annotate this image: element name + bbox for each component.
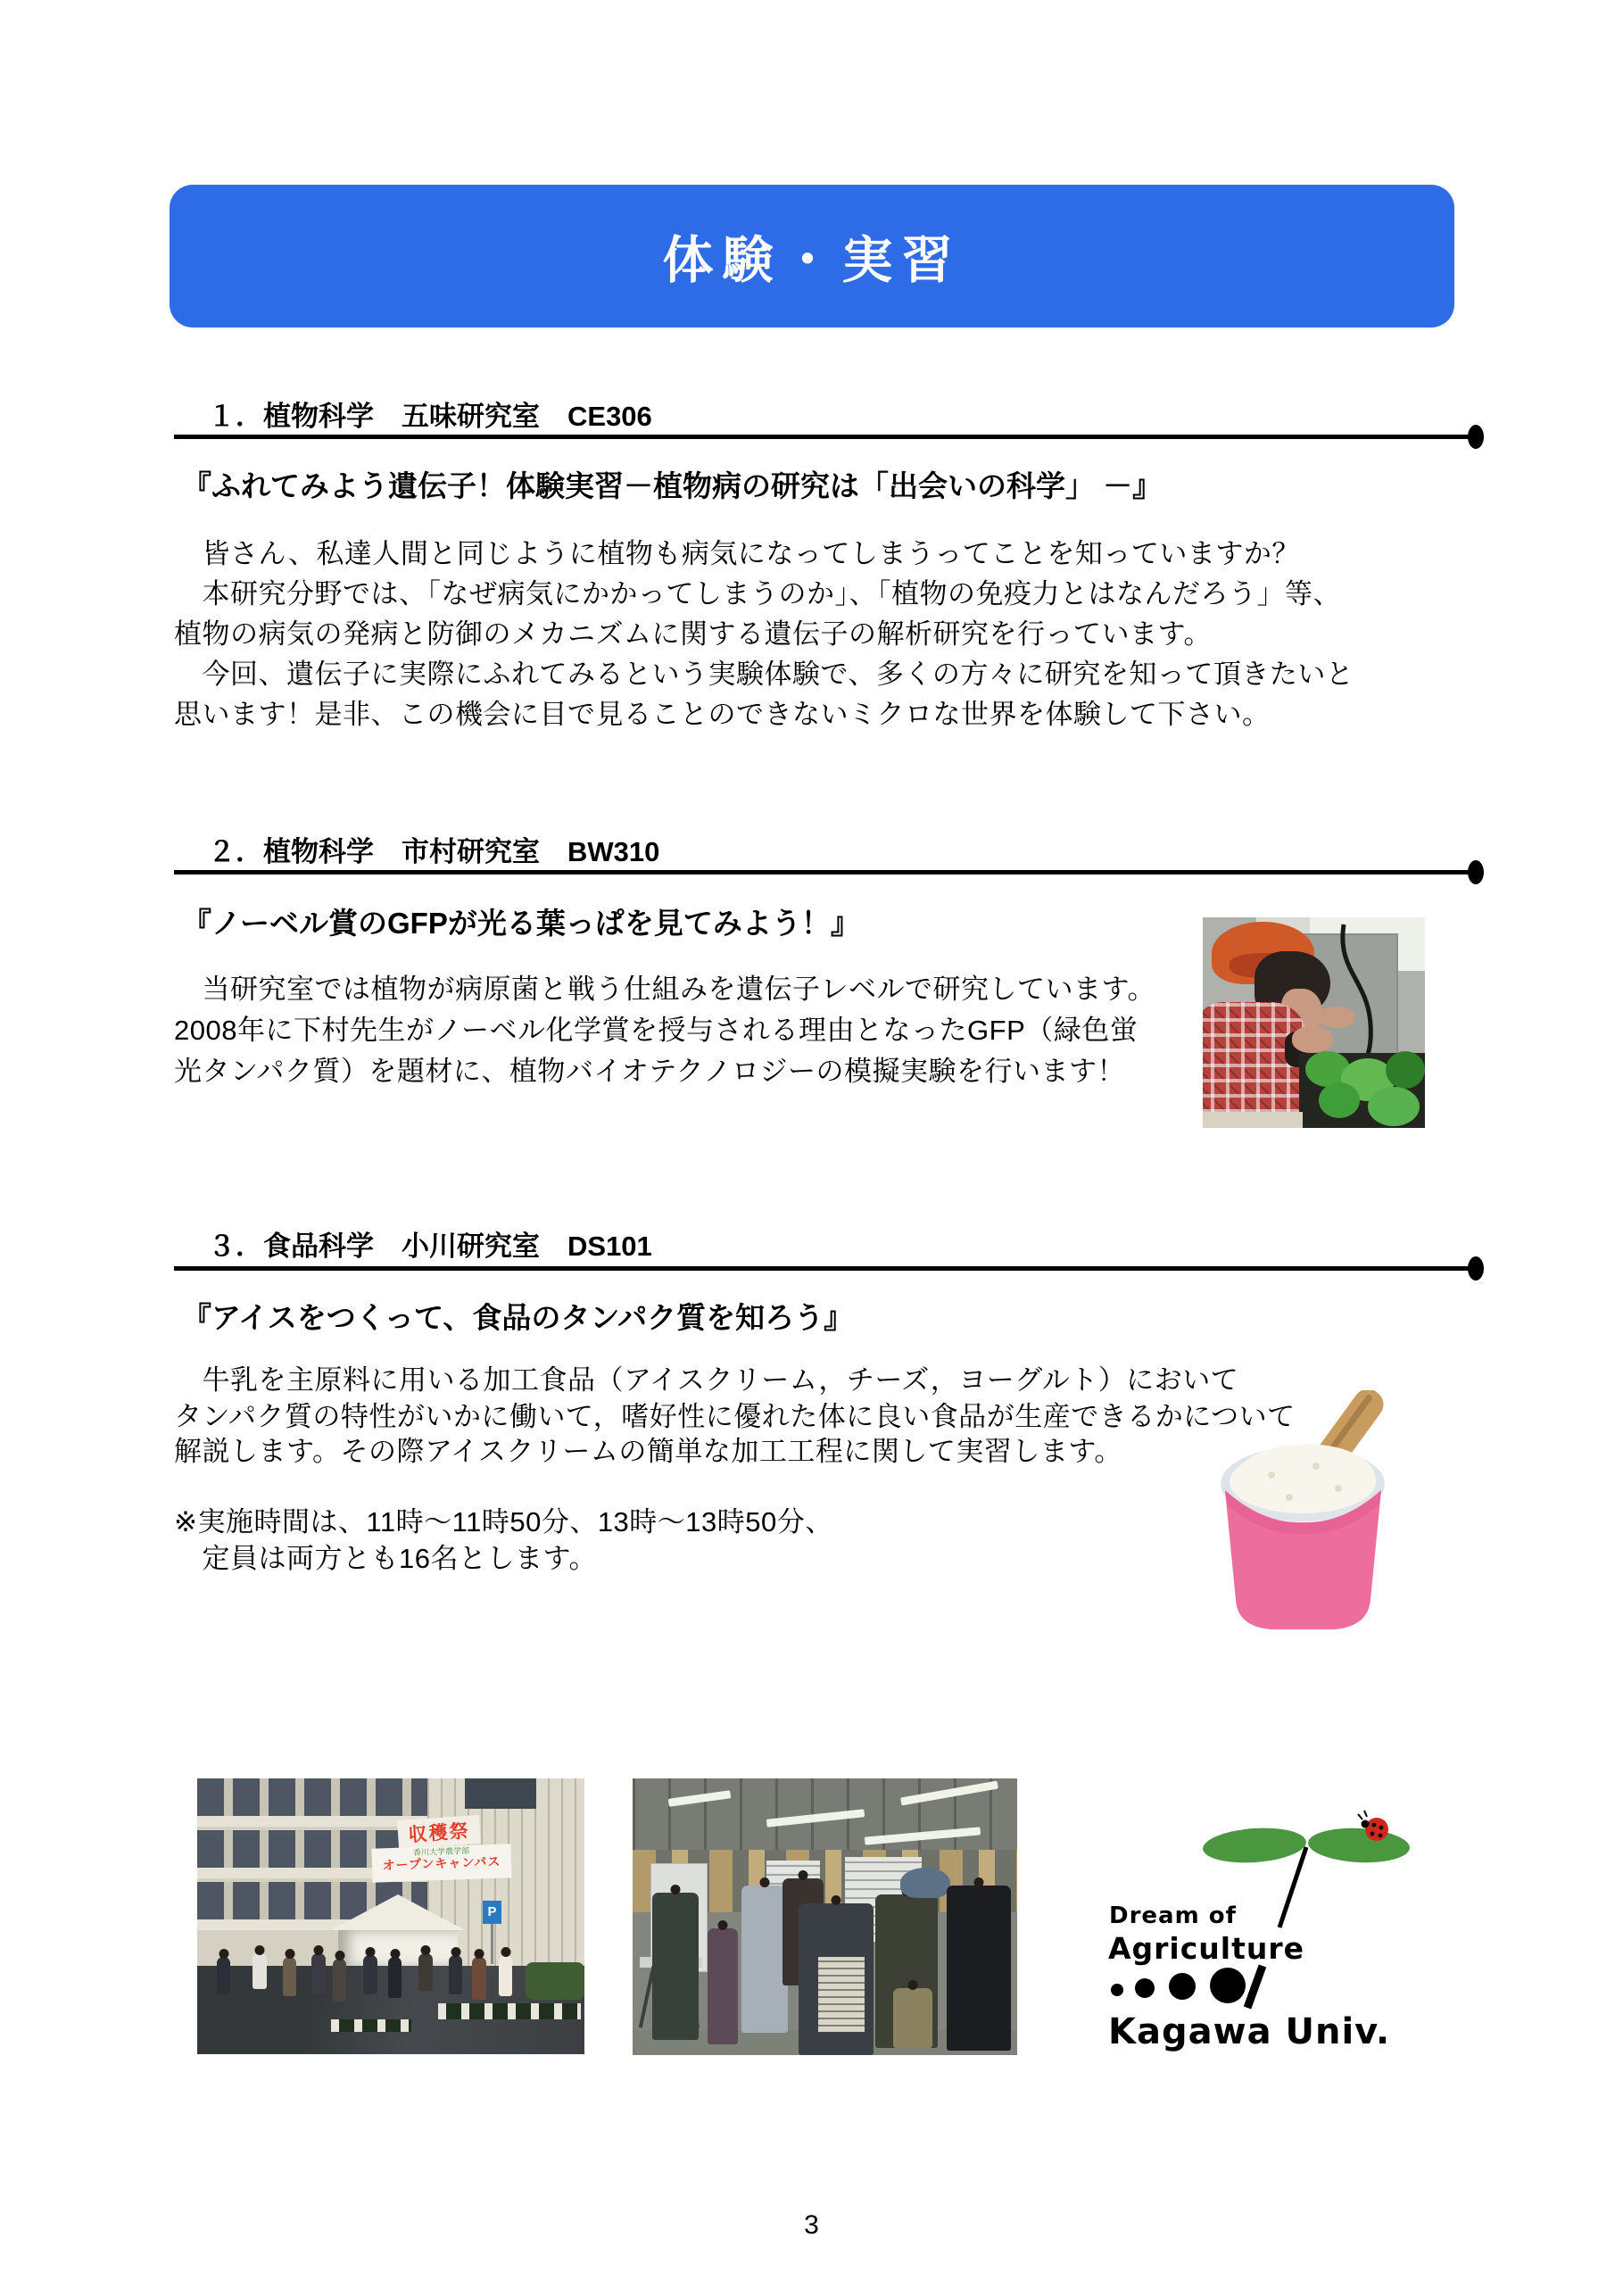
plant-leaves <box>1368 1087 1420 1126</box>
section2-body-line: 当研究室では植物が病原菌と戦う仕組みを遺伝子レベルで研究しています。 <box>174 974 1156 1005</box>
plant-pots-row <box>438 2003 581 2019</box>
sign-subtext: 香川大学農学部 <box>412 1845 470 1858</box>
section2-header: ２．植物科学 市村研究室 BW310 <box>208 836 660 867</box>
section3-body-line: 牛乳を主原料に用いる加工食品（アイスクリーム，チーズ，ヨーグルト）において <box>174 1364 1239 1396</box>
dark-window <box>465 1778 536 1809</box>
visitor-silhouette <box>217 1957 230 1994</box>
hedge <box>526 1962 584 2000</box>
visitor-silhouette <box>418 1953 433 1991</box>
sprout-leaf-right <box>1307 1826 1411 1865</box>
section1-body-line: 今回、遺伝子に実際にふれてみるという実験体験で、多くの方々に研究を知って頂きたいと <box>174 659 1354 690</box>
hand <box>1319 1007 1354 1028</box>
section1-body-line: 植物の病気の発病と防御のメカニズムに関する遺伝子の解析研究を行っています。 <box>174 618 1213 650</box>
plant-pots-row <box>331 2019 411 2032</box>
logo-text-dream-of: Dream of <box>1109 1902 1237 1929</box>
section3-divider <box>174 1266 1470 1271</box>
logo-dots <box>1111 1966 1263 2008</box>
photo-gfp-researcher <box>1203 917 1425 1128</box>
logo-text-kagawa-univ: Kagawa Univ. <box>1108 2011 1391 2052</box>
page-title: 体験・実習 <box>662 232 962 289</box>
sprout-stem <box>1279 1847 1306 1927</box>
visitor-silhouette <box>363 1955 377 1994</box>
visitor-silhouette <box>499 1955 512 1996</box>
parking-sign: P <box>483 1901 501 1924</box>
window-row <box>197 1778 427 1816</box>
visitor-silhouette <box>472 1957 486 2000</box>
visitor-silhouette <box>388 1957 402 1998</box>
icecream-illustration <box>1218 1390 1410 1658</box>
section1-header: １．植物科学 五味研究室 CE306 <box>208 401 652 432</box>
kagawa-univ-logo <box>1096 1795 1470 2056</box>
section2-body-line: 2008年に下村先生がノーベル化学賞を授与される理由となったGFP（緑色蛍 <box>174 1015 1139 1046</box>
sign-maintext: オープンキャンパス <box>382 1853 501 1873</box>
visitor-silhouette <box>449 1955 462 1994</box>
title-banner <box>170 185 1454 327</box>
section1-headline: 『ふれてみよう遺伝子！体験実習－植物病の研究は「出会いの科学」 －』 <box>182 469 1163 502</box>
logo-text-agriculture: Agriculture <box>1108 1931 1305 1966</box>
section3-note-line: 定員は両方とも16名とします。 <box>174 1543 597 1574</box>
ledge <box>197 1816 429 1827</box>
section2-divider <box>174 870 1470 874</box>
visitor-silhouette <box>652 1893 699 2040</box>
section3-body-line: 解説します。その際アイスクリームの簡単な加工工程に関して実習します。 <box>174 1436 1122 1467</box>
section3-body-line: タンパク質の特性がいかに働いて，嗜好性に優れた体に良い食品が生産できるかについて <box>174 1401 1296 1432</box>
section3-divider-dot <box>1468 1256 1484 1281</box>
paper-on-back <box>818 1957 865 2032</box>
page-number: 3 <box>804 2210 819 2240</box>
plant-leaves <box>1319 1082 1360 1118</box>
visitor-silhouette <box>708 1928 738 2044</box>
visitor-silhouette <box>947 1886 1011 2051</box>
section1-body-line: 本研究分野では、「なぜ病気にかかってしまうのか」、「植物の免疫力とはなんだろう」等、 <box>174 578 1341 609</box>
khaki-trousers <box>893 1988 932 2048</box>
section2-headline: 『ノーベル賞のGFPが光る葉っぱを見てみよう！』 <box>182 907 860 940</box>
section2-divider-dot <box>1468 860 1484 884</box>
section1-divider-dot <box>1468 425 1484 449</box>
section3-note-line: ※実施時間は、11時～11時50分、13時～13時50分、 <box>174 1506 833 1538</box>
harvest-festival-banner: 収穫祭 <box>397 1815 481 1849</box>
section3-headline: 『アイスをつくって、食品のタンパク質を知ろう』 <box>182 1301 854 1334</box>
photo-open-campus-building <box>197 1778 584 2054</box>
sprout-leaf-left <box>1202 1825 1307 1866</box>
visitor-silhouette <box>283 1957 296 1996</box>
visitor-silhouette <box>741 1886 788 2033</box>
table-edge <box>1203 1112 1303 1128</box>
section1-body-line: 皆さん、私達人間と同じように植物も病気になってしまうってことを知っていますか？ <box>174 538 1300 569</box>
section2-body-line: 光タンパク質）を題材に、植物バイオテクノロジーの模擬実験を行います！ <box>174 1056 1126 1087</box>
plant-leaves <box>1386 1051 1425 1089</box>
tent-roof <box>331 1894 465 1930</box>
section3-header: ３．食品科学 小川研究室 DS101 <box>208 1231 652 1262</box>
sign-pole <box>491 1924 493 1964</box>
section1-divider <box>174 435 1470 439</box>
hand <box>1292 1026 1333 1053</box>
section1-body-line: 思います！是非、この機会に目で見ることのできないミクロな世界を体験して下さい。 <box>174 699 1271 730</box>
visitor-silhouette <box>253 1953 267 1989</box>
bucket-hat <box>900 1868 950 1898</box>
photo-lab-tour <box>633 1778 1017 2055</box>
open-campus-sign <box>371 1844 511 1882</box>
visitor-silhouette <box>311 1953 326 1994</box>
visitor-silhouette <box>333 1959 346 2002</box>
